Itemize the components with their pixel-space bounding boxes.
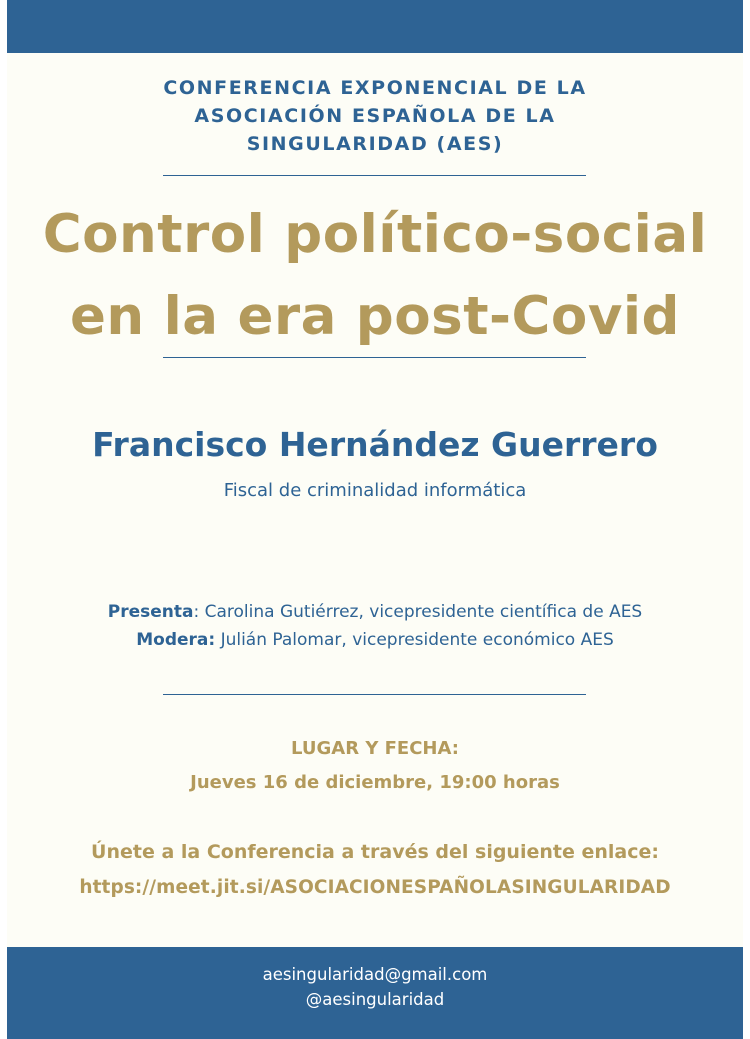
divider-bottom [163,694,586,695]
moderator-line [7,626,743,654]
join-link[interactable]: https://meet.jit.si/ASOCIACIONESPAÑOLASINGULARIDAD [79,877,671,898]
event-date: Jueves 16 de diciembre, 19:00 horas [190,772,560,793]
presenter-label: Presenta [107,602,194,622]
presenter-text: : Carolina Gutiérrez, vicepresidente científica de AES [193,602,643,622]
speaker-role: Fiscal de criminalidad informática [223,480,527,501]
moderator-text: Julián Palomar, vicepresidente económico AES [215,630,614,650]
footer-handle[interactable]: @aesingularidad [305,990,445,1009]
speaker-name: Francisco Hernández Guerrero [92,425,658,464]
divider-title [163,357,586,358]
divider-top [163,175,586,176]
presenter-line [7,598,743,626]
page-title [7,194,743,358]
moderator-label: Modera: [136,630,216,650]
venue-label: LUGAR Y FECHA: [291,738,459,759]
footer [7,962,743,1012]
kicker-line-3: SINGULARIDAD (AES) [246,133,504,155]
credits [7,598,743,654]
kicker-line-1: CONFERENCIA EXPONENCIAL DE LA [163,77,587,99]
title-line-1: Control político-social [42,204,708,265]
kicker-line-2: ASOCIACIÓN ESPAÑOLA DE LA [194,105,556,127]
join-text: Únete a la Conferencia a través del siguiente enlace: [91,841,659,863]
title-line-2: en la era post-Covid [69,286,680,347]
join-block [7,834,743,906]
footer-email[interactable]: aesingularidad@gmail.com [262,965,488,984]
venue-block [7,732,743,800]
poster [7,0,743,1039]
top-banner [7,0,743,53]
conference-kicker [7,74,743,158]
